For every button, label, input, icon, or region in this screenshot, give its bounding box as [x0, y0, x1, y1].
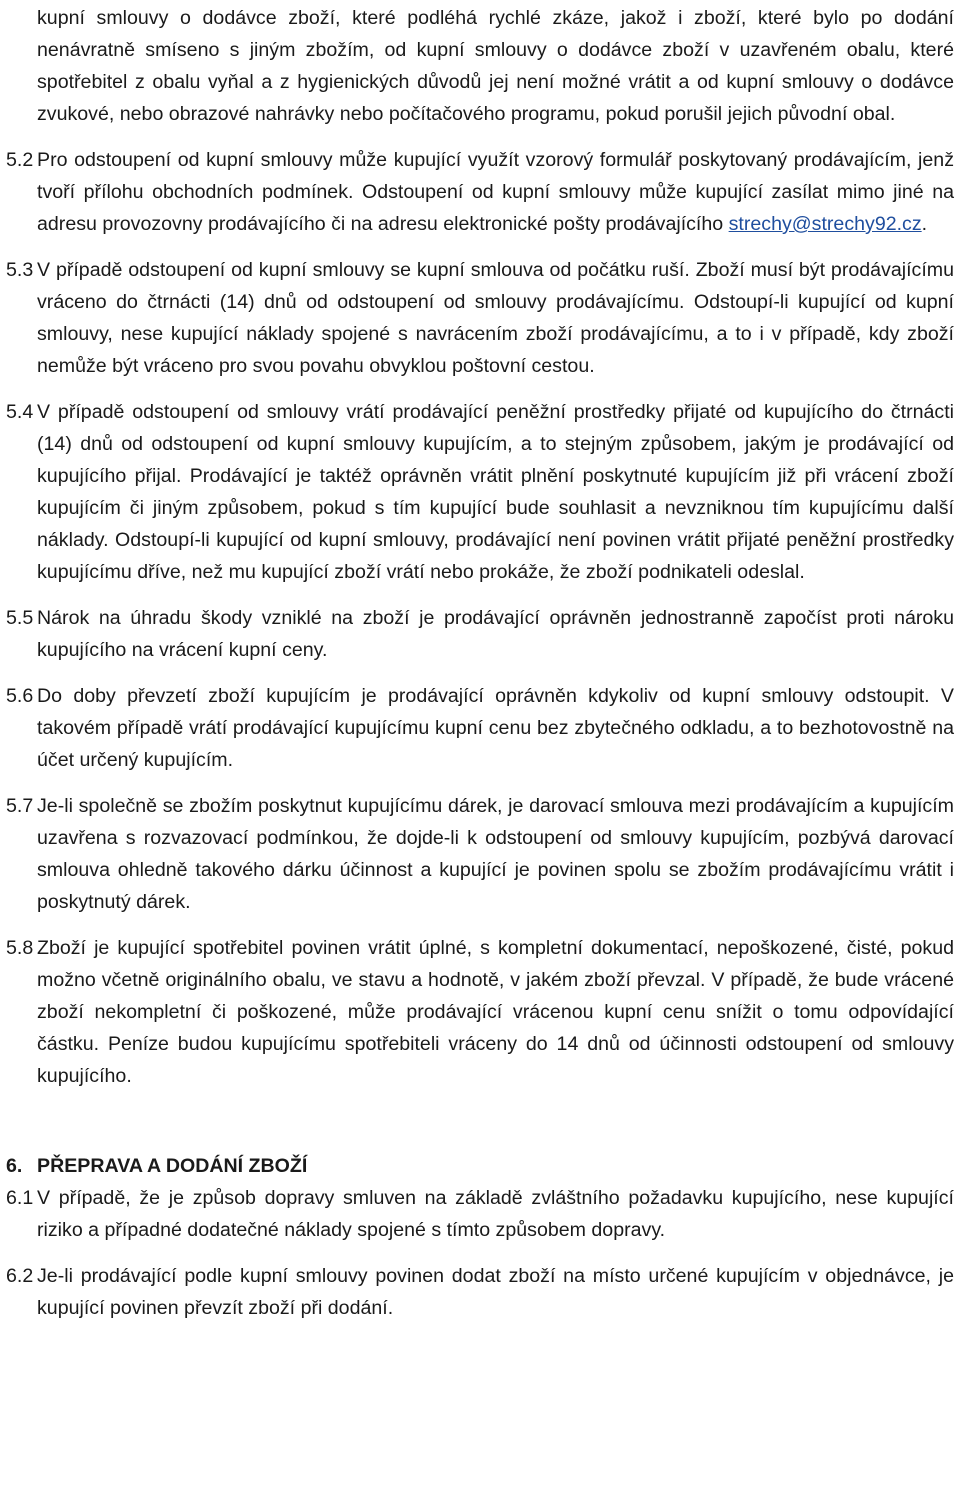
clause-5-6 [6, 680, 954, 776]
clause-number: 5.6 [6, 685, 34, 707]
clause-6-1 [6, 1182, 954, 1246]
clause-number: 5.4 [6, 401, 34, 423]
clause-5-4 [6, 396, 954, 588]
clause-6-2 [6, 1260, 954, 1324]
clause-text-end: . [921, 213, 928, 235]
clause-text: Je-li společně se zbožím poskytnut kupujícímu dárek, je darovací smlouva mezi prodávajícím a kupujícím uzavřena s rozvazovací podmínkou, že dojde-li k odstoupení od smlouvy kupujícím, pozbývá darovací smlouva ohledně takového dárku účinnost a kupující je povinen spolu se zbožím prodávajícímu vrátit i poskytnutý dárek. [37, 795, 954, 913]
clause-5-8 [6, 932, 954, 1092]
clause-5-1-continuation: kupní smlouvy o dodávce zboží, které podléhá rychlé zkáze, jakož i zboží, které bylo po dodání nenávratně smíseno s jiným zbožím, od kupní smlouvy o dodávce zboží v uzavřeném obalu, které spotřebitel z obalu vyňal a z hygienických důvodů jej není možné vrátit a od kupní smlouvy o dodávce zvukové, nebo obrazové nahrávky nebo počítačového programu, pokud porušil jejich původní obal. [37, 7, 954, 125]
clause-text: Nárok na úhradu škody vzniklé na zboží je prodávající oprávněn jednostranně započíst proti nároku kupujícího na vrácení kupní ceny. [37, 607, 954, 661]
clause-number: 5.2 [6, 149, 34, 171]
clause-text: V případě, že je způsob dopravy smluven na základě zvláštního požadavku kupujícího, nese kupující riziko a případné dodatečné náklady spojené s tímto způsobem dopravy. [37, 1187, 954, 1241]
clause-number: 5.3 [6, 259, 34, 281]
clause-number: 5.8 [6, 937, 34, 959]
clause-text: V případě odstoupení od smlouvy vrátí prodávající peněžní prostředky přijaté od kupujícího do čtrnácti (14) dnů od odstoupení od kupní smlouvy kupujícím, a to stejným způsobem, jakým je prodávající od kupujícího přijal. Prodávající je taktéž oprávněn vrátit plnění poskytnuté kupujícím již při vrácení zboží kupujícím či jiným způsobem, pokud s tím kupující bude souhlasit a nevzniknou tím kupujícímu další náklady. Odstoupí-li kupující od kupní smlouvy, prodávající není povinen vrátit přijaté peněžní prostředky kupujícímu dříve, než mu kupující zboží vrátí nebo prokáže, že zboží podnikateli odeslal. [37, 401, 954, 583]
clause-number: 6.2 [6, 1265, 34, 1287]
clause-text-part: Pro odstoupení od kupní smlouvy může kupující využít vzorový formulář poskytovaný prodávajícím, jenž tvoří přílohu obchodních podmínek. Odstoupení od kupní smlouvy může kupující zasílat mimo jiné na adresu provozovny prodávajícího či na adresu elektronické pošty prodávajícího [37, 149, 954, 235]
section-6-heading [6, 1150, 954, 1182]
section-number: 6. [6, 1155, 23, 1177]
clause-5-5 [6, 602, 954, 666]
clause-5-7 [6, 790, 954, 918]
clause-text: Zboží je kupující spotřebitel povinen vrátit úplné, s kompletní dokumentací, nepoškozené, čisté, pokud možno včetně originálního obalu, ve stavu a hodnotě, v jakém zboží převzal. V případě, že bude vrácené zboží nekompletní či poškozené, může prodávající vrácenou kupní cenu snížit o tomu odpovídající částku. Peníze budou kupujícímu spotřebiteli vráceny do 14 dnů od účinnosti odstoupení od smlouvy kupujícího. [37, 937, 954, 1087]
clause-5-3 [6, 254, 954, 382]
clause-number: 6.1 [6, 1187, 34, 1209]
clause-text [37, 144, 954, 240]
clause-text: Do doby převzetí zboží kupujícím je prodávající oprávněn kdykoliv od kupní smlouvy odstoupit. V takovém případě vrátí prodávající kupujícímu kupní cenu bez zbytečného odkladu, a to bezhotovostně na účet určený kupujícím. [37, 685, 954, 771]
clause-number: 5.5 [6, 607, 34, 629]
clause-number: 5.7 [6, 795, 34, 817]
clause-text: Je-li prodávající podle kupní smlouvy povinen dodat zboží na místo určené kupujícím v objednávce, je kupující povinen převzít zboží při dodání. [37, 1265, 954, 1319]
clause-text: V případě odstoupení od kupní smlouvy se kupní smlouva od počátku ruší. Zboží musí být prodávajícímu vráceno do čtrnácti (14) dnů od odstoupení od smlouvy prodávajícímu. Odstoupí-li kupující od kupní smlouvy, nese kupující náklady spojené s navrácením zboží prodávajícímu, a to i v případě, kdy zboží nemůže být vráceno pro svou povahu obvyklou poštovní cestou. [37, 259, 954, 377]
clause-5-2 [6, 144, 954, 240]
seller-email-link[interactable]: strechy@strechy92.cz [728, 213, 922, 235]
section-title: PŘEPRAVA A DODÁNÍ ZBOŽÍ [37, 1155, 308, 1177]
